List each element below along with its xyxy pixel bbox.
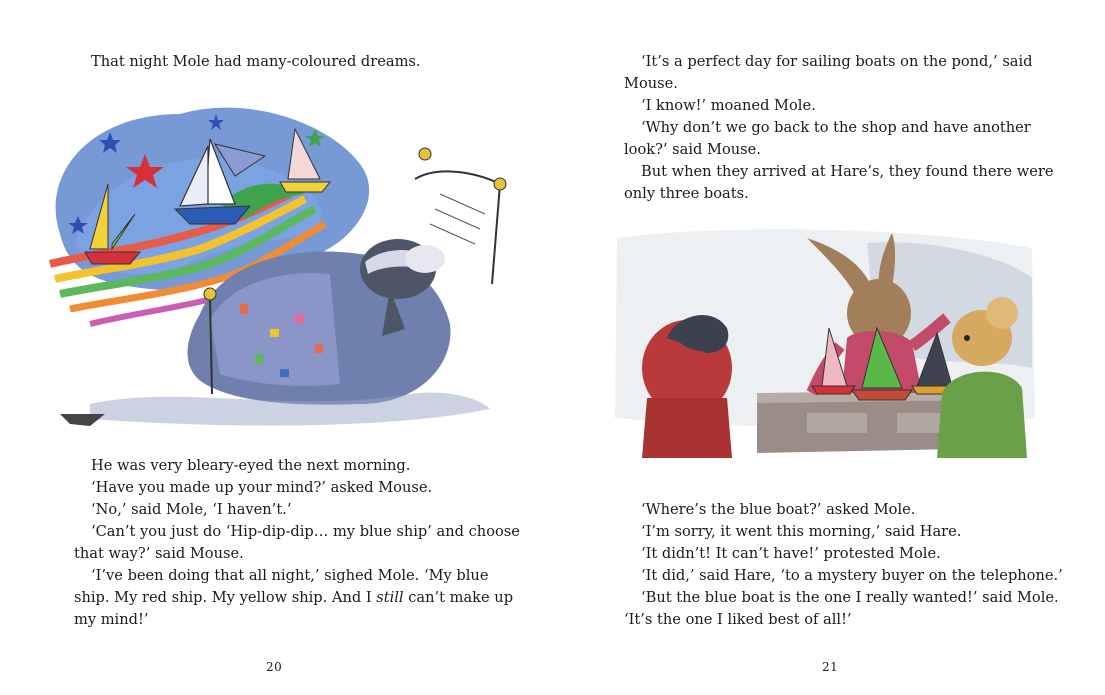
- paragraph-blue-boat-wanted-2: ‘It’s the one I liked best of all!’: [624, 611, 852, 628]
- paragraph-no-said-mole: ‘No,’ said Mole, ‘I haven’t.’: [91, 501, 292, 518]
- hare-shop-illustration: [607, 218, 1042, 476]
- opening-line: That night Mole had many-coloured dreams.: [91, 53, 421, 70]
- paragraph-blue-boat-wanted-1: ‘But the blue boat is the one I really wanted!’ said Mole.: [641, 589, 1059, 606]
- left-page: [0, 0, 552, 695]
- emphasis-still: still: [376, 589, 404, 606]
- shop-illustration-svg: [607, 218, 1042, 476]
- paragraph-where-blue-boat: ‘Where’s the blue boat?’ asked Mole.: [641, 501, 916, 518]
- paragraph-all-night-line-1: ‘I’ve been doing that all night,’ sighed Mole. ‘My blue: [91, 567, 489, 584]
- paragraph-all-night-line-2: [74, 587, 513, 609]
- dream-illustration-svg: [30, 84, 535, 454]
- line-text-pre: ship. My red ship. My yellow ship. And I: [74, 589, 377, 606]
- paragraph-go-back-1: ‘Why don’t we go back to the shop and have another: [641, 119, 1031, 136]
- paragraph-made-up-mind: ‘Have you made up your mind?’ asked Mouse.: [91, 479, 433, 496]
- mole-dream-illustration: [30, 84, 535, 454]
- paragraph-three-boats-2: only three boats.: [624, 185, 749, 202]
- paragraph-all-night-line-3: my mind!’: [74, 611, 149, 628]
- right-page: [552, 0, 1105, 695]
- paragraph-hip-dip-line-2: that way?’ said Mouse.: [74, 545, 244, 562]
- paragraph-im-sorry: ‘I’m sorry, it went this morning,’ said Hare.: [641, 523, 962, 540]
- paragraph-i-know: ‘I know!’ moaned Mole.: [641, 97, 816, 114]
- page-number-left: 20: [266, 660, 283, 674]
- paragraph-it-didnt: ‘It didn’t! It can’t have!’ protested Mole.: [641, 545, 941, 562]
- paragraph-perfect-day-1: ‘It’s a perfect day for sailing boats on the pond,’ said: [641, 53, 1033, 70]
- paragraph-bleary: He was very bleary-eyed the next morning.: [91, 457, 411, 474]
- paragraph-three-boats-1: But when they arrived at Hare’s, they found there were: [641, 163, 1054, 180]
- paragraph-hip-dip-line-1: ‘Can’t you just do ‘Hip-dip-dip… my blue ship’ and choose: [91, 523, 520, 540]
- paragraph-go-back-2: look?’ said Mouse.: [624, 141, 761, 158]
- line-text-post: can’t make up: [403, 589, 514, 606]
- paragraph-it-did: ‘It did,’ said Hare, ‘to a mystery buyer on the telephone.’: [641, 567, 1063, 584]
- paragraph-perfect-day-2: Mouse.: [624, 75, 678, 92]
- page-number-right: 21: [822, 660, 839, 674]
